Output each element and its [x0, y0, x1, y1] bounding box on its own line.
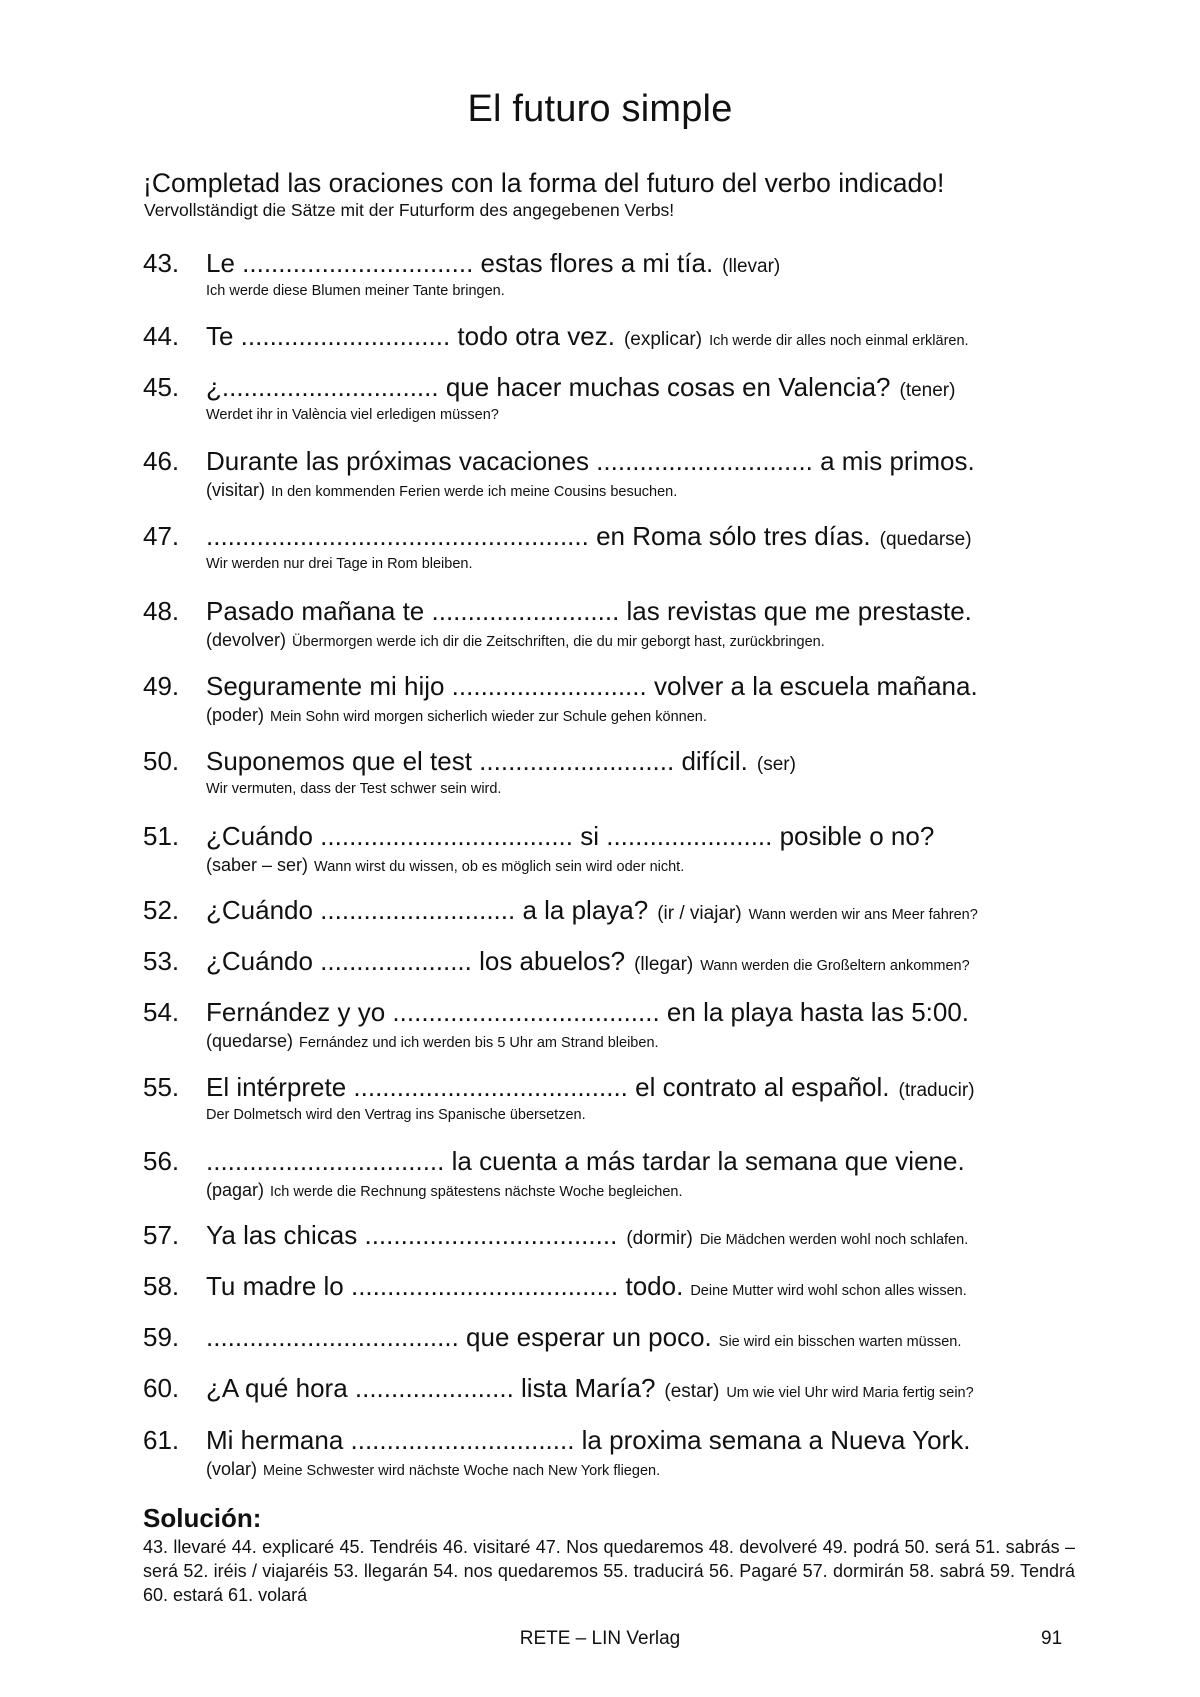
exercise-sentence-line: [206, 521, 972, 552]
german-translation: Die Mädchen werden wohl noch schlafen.: [699, 1232, 969, 1248]
german-translation: Werdet ihr in València viel erledigen müssen?: [206, 407, 499, 423]
exercise-translation-line: [206, 855, 684, 876]
exercise-translation-line: [206, 780, 501, 798]
exercise-number: 54.: [143, 997, 180, 1027]
exercise-sentence: Le ................................ estas flores a mi tía.: [206, 248, 714, 278]
page-title: El futuro simple: [467, 88, 733, 130]
footer-publisher: RETE – LIN Verlag: [519, 1628, 681, 1649]
instruction-german: Vervollständigt die Sätze mit der Futurform des angegebenen Verbs!: [144, 200, 675, 220]
exercise-sentence-line: [206, 746, 796, 777]
verb-hint: (tener): [899, 380, 956, 401]
exercise-sentence-line: [206, 997, 969, 1028]
exercise-number: 61.: [143, 1425, 180, 1455]
exercise-sentence: Fernández y yo ..................................... en la playa hasta las 5:00.: [206, 997, 970, 1027]
exercise-translation-line: [206, 1106, 586, 1124]
german-translation: In den kommenden Ferien werde ich meine Cousins besuchen.: [271, 484, 678, 500]
exercise-number: 59.: [143, 1322, 180, 1352]
exercise-sentence: Ya las chicas ...................................: [206, 1220, 618, 1250]
german-translation: Wann werden die Großeltern ankommen?: [700, 958, 970, 974]
verb-hint: (devolver): [206, 630, 287, 650]
verb-hint: (quedarse): [879, 529, 972, 550]
exercise-sentence: ..................................................... en Roma sólo tres días.: [206, 521, 871, 551]
exercise-number: 51.: [143, 821, 180, 851]
verb-hint: (llegar): [634, 954, 694, 975]
german-translation: Ich werde die Rechnung spätestens nächste Woche begleichen.: [270, 1184, 683, 1200]
page-number: 91: [1041, 1628, 1063, 1649]
german-translation: Übermorgen werde ich dir die Zeitschriften, die du mir geborgt hast, zurückbringen.: [292, 634, 825, 650]
exercise-sentence: ¿Cuándo ..................... los abuelos?: [206, 946, 626, 976]
german-translation: Der Dolmetsch wird den Vertrag ins Spanische übersetzen.: [206, 1107, 586, 1123]
exercise-number: 60.: [143, 1373, 180, 1403]
verb-hint: (ser): [756, 754, 796, 775]
exercise-sentence-line: [206, 671, 978, 702]
exercise-sentence: El intérprete ...................................... el contrato al español.: [206, 1072, 890, 1102]
german-translation: Wir werden nur drei Tage in Rom bleiben.: [206, 556, 473, 572]
verb-hint: (llevar): [722, 256, 781, 277]
exercise-sentence-line: [206, 821, 934, 852]
exercise-sentence: ................................. la cuenta a más tardar la semana que viene.: [206, 1146, 965, 1176]
exercise-translation-line: [206, 406, 499, 424]
exercise-sentence: ................................... que esperar un poco.: [206, 1322, 712, 1352]
german-translation: Ich werde dir alles noch einmal erklären.: [709, 333, 969, 349]
exercise-number: 45.: [143, 372, 180, 402]
verb-hint: (traducir): [898, 1080, 975, 1101]
exercise-sentence: Suponemos que el test ........................... difícil.: [206, 746, 748, 776]
exercise-sentence-line: [206, 1425, 970, 1456]
exercise-sentence-line: [206, 248, 780, 279]
exercise-number: 58.: [143, 1271, 180, 1301]
exercise-sentence-line: [206, 372, 955, 403]
exercise-sentence: Te ............................. todo otra vez.: [206, 321, 615, 351]
verb-hint: (pagar): [206, 1180, 265, 1200]
exercise-sentence-line: [206, 1220, 968, 1251]
exercise-number: 49.: [143, 671, 180, 701]
exercise-number: 50.: [143, 746, 180, 776]
german-translation: Meine Schwester wird nächste Woche nach New York fliegen.: [263, 1463, 661, 1479]
instruction-spanish: ¡Completad las oraciones con la forma del futuro del verbo indicado!: [143, 168, 945, 198]
verb-hint: (visitar): [206, 480, 265, 500]
exercise-number: 46.: [143, 446, 180, 476]
exercise-sentence: ¿A qué hora ...................... lista María?: [206, 1373, 656, 1403]
german-translation: Sie wird ein bisschen warten müssen.: [718, 1334, 962, 1350]
exercise-sentence-line: [206, 446, 975, 477]
exercise-sentence-line: [206, 1373, 974, 1404]
exercise-sentence-line: [206, 321, 969, 352]
exercise-number: 47.: [143, 521, 180, 551]
german-translation: Ich werde diese Blumen meiner Tante bringen.: [206, 283, 505, 299]
verb-hint: (quedarse): [206, 1031, 294, 1051]
exercise-sentence-line: [206, 946, 970, 977]
verb-hint: (poder): [206, 705, 265, 725]
exercise-sentence: Durante las próximas vacaciones .............................. a mis primos.: [206, 446, 975, 476]
exercise-translation-line: [206, 480, 677, 501]
german-translation: Wann wirst du wissen, ob es möglich sein wird oder nicht.: [314, 859, 685, 875]
exercise-translation-line: [206, 282, 505, 300]
exercise-number: 43.: [143, 248, 180, 278]
exercise-sentence: Pasado mañana te .......................... las revistas que me prestaste.: [206, 596, 972, 626]
exercise-sentence: Tu madre lo ..................................... todo.: [206, 1271, 684, 1301]
exercise-sentence-line: [206, 1072, 975, 1103]
german-translation: Wann werden wir ans Meer fahren?: [748, 907, 978, 923]
exercise-sentence-line: [206, 1271, 967, 1302]
verb-hint: (explicar): [623, 329, 703, 350]
exercise-translation-line: [206, 1031, 659, 1052]
exercise-sentence: ¿Cuándo ........................... a la playa?: [206, 895, 649, 925]
exercise-sentence-line: [206, 1322, 961, 1353]
exercise-translation-line: [206, 630, 825, 651]
german-translation: Wir vermuten, dass der Test schwer sein wird.: [206, 781, 502, 797]
exercise-translation-line: [206, 1459, 660, 1480]
verb-hint: (estar): [664, 1381, 720, 1402]
german-translation: Deine Mutter wird wohl schon alles wissen.: [690, 1283, 967, 1299]
german-translation: Mein Sohn wird morgen sicherlich wieder zur Schule gehen können.: [270, 709, 707, 725]
exercise-translation-line: [206, 1180, 682, 1201]
verb-hint: (dormir): [626, 1228, 693, 1249]
exercise-translation-line: [206, 555, 473, 573]
exercise-number: 48.: [143, 596, 180, 626]
exercise-sentence: Seguramente mi hijo ........................... volver a la escuela mañana.: [206, 671, 978, 701]
exercise-sentence: ¿Cuándo ................................... si ....................... posible o no?: [206, 821, 935, 851]
german-translation: Um wie viel Uhr wird Maria fertig sein?: [726, 1385, 974, 1401]
german-translation: Fernández und ich werden bis 5 Uhr am Strand bleiben.: [299, 1035, 659, 1051]
exercise-number: 55.: [143, 1072, 180, 1102]
exercise-number: 57.: [143, 1220, 180, 1250]
verb-hint: (ir / viajar): [657, 903, 742, 924]
exercise-sentence-line: [206, 596, 972, 627]
verb-hint: (saber – ser): [206, 855, 309, 875]
exercise-sentence: ¿.............................. que hacer muchas cosas en Valencia?: [206, 372, 891, 402]
exercise-number: 44.: [143, 321, 180, 351]
exercise-number: 52.: [143, 895, 180, 925]
exercise-sentence-line: [206, 1146, 965, 1177]
exercise-translation-line: [206, 705, 707, 726]
exercise-number: 56.: [143, 1146, 180, 1176]
exercise-sentence-line: [206, 895, 978, 926]
exercise-sentence: Mi hermana ............................... la proxima semana a Nueva York.: [206, 1425, 971, 1455]
verb-hint: (volar): [206, 1459, 258, 1479]
solution-text: 43. llevaré 44. explicaré 45. Tendréis 46. visitaré 47. Nos quedaremos 48. devolveré 49. podrá 50. será 51. sabrás – será 52. iréis / viajaréis 53. llegarán 54. nos quedaremos 55. traducirá 56. Pagaré 57. dormirán 58. sabrá 59. Tendrá 60. estará 61. volará: [143, 1537, 1075, 1605]
exercise-number: 53.: [143, 946, 180, 976]
solution-title: Solución:: [143, 1503, 262, 1533]
